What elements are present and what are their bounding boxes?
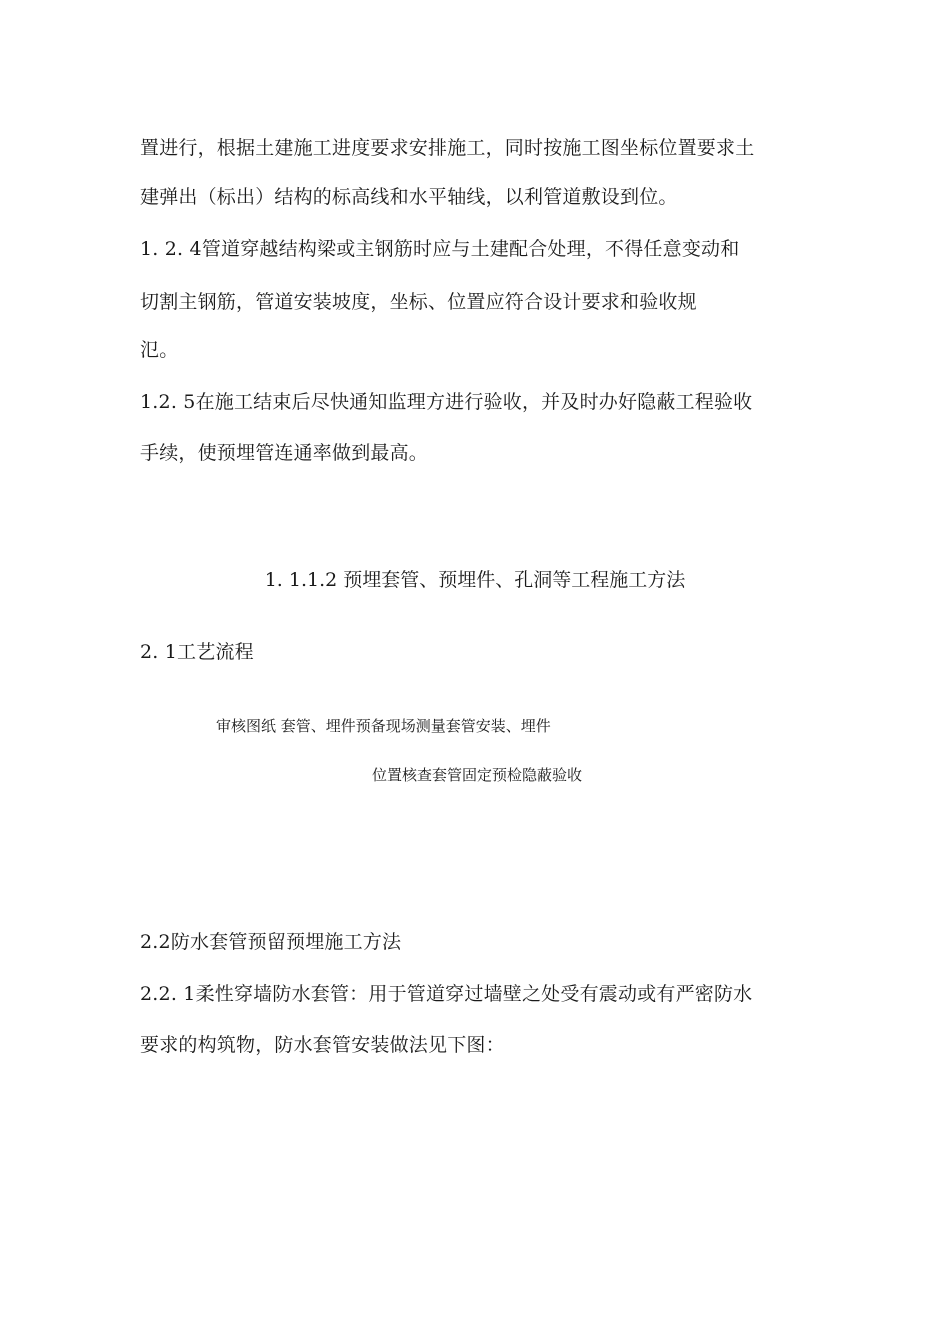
subsection-heading: 2.2防水套管预留预埋施工方法 bbox=[140, 931, 402, 953]
process-heading: 2. 1工艺流程 bbox=[140, 641, 254, 663]
paragraph-line-9: 要求的构筑物，防水套管安装做法见下图： bbox=[140, 1034, 505, 1056]
paragraph-line-8: 2.2. 1柔性穿墙防水套管：用于管道穿过墙壁之处受有震动或有严密防水 bbox=[140, 983, 753, 1005]
paragraph-line-5: 氾。 bbox=[140, 339, 179, 361]
section-heading: 1. 1.1.2 预埋套管、预埋件、孔洞等工程施工方法 bbox=[264, 569, 686, 591]
paragraph-line-6: 1.2. 5在施工结束后尽快通知监理方进行验收，并及时办好隐蔽工程验收 bbox=[140, 391, 753, 413]
paragraph-line-1: 置进行，根据土建施工进度要求安排施工，同时按施工图坐标位置要求土 bbox=[140, 137, 755, 159]
paragraph-line-2: 建弹出（标出）结构的标高线和水平轴线，以利管道敷设到位。 bbox=[140, 186, 678, 208]
paragraph-line-7: 手续，使预埋管连通率做到最高。 bbox=[140, 442, 429, 464]
flow-line-2: 位置核查套管固定预检隐蔽验收 bbox=[372, 766, 583, 784]
paragraph-line-4: 切割主钢筋，管道安装坡度，坐标、位置应符合设计要求和验收规 bbox=[140, 291, 697, 313]
flow-line-1: 审核图纸 套管、埋件预备现场测量套管安装、埋件 bbox=[216, 717, 551, 735]
paragraph-line-3: 1. 2. 4管道穿越结构梁或主钢筋时应与土建配合处理，不得任意变动和 bbox=[140, 238, 740, 260]
